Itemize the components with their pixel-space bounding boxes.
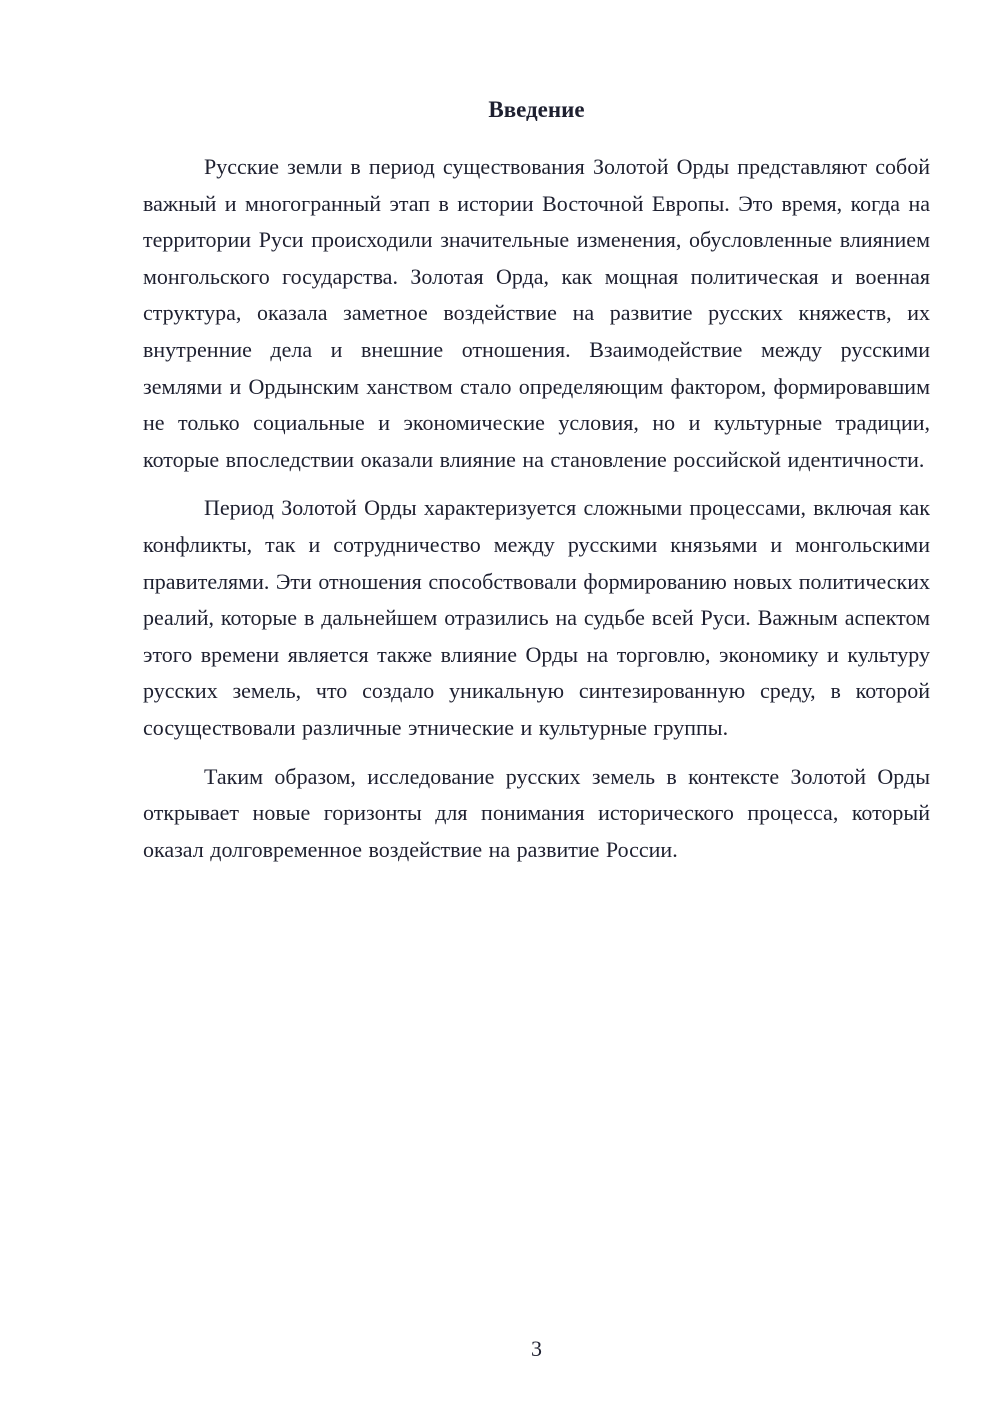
paragraph-2: Период Золотой Орды характеризуется сложными процессами, включая как конфликты, так и сотрудничество между русскими князьями и монгольскими правителями. Эти отношения способствовали формированию новых политических реалий, которые в дальнейшем отразились на судьбе всей Руси. Важным аспектом этого времени является также влияние Орды на торговлю, экономику и культуру русских земель, что создало уникальную синтезированную среду, в которой сосуществовали различные этнические и культурные группы. bbox=[143, 495, 930, 740]
paragraph-3: Таким образом, исследование русских земель в контексте Золотой Орды открывает новые горизонты для понимания исторического процесса, который оказал долговременное воздействие на развитие России. bbox=[143, 763, 930, 862]
paragraph-1: Русские земли в период существования Золотой Орды представляют собой важный и многогранный этап в истории Восточной Европы. Это время, когда на территории Руси происходили значительные изменения, обусловленные влиянием монгольского государства. Золотая Орда, как мощная политическая и военная структура, оказала заметное воздействие на развитие русских княжеств, их внутренние дела и внешние отношения. Взаимодействие между русскими землями и Ордынским ханством стало определяющим фактором, формировавшим не только социальные и экономические условия, но и культурные традиции, которые впоследствии оказали влияние на становление российской идентичности. bbox=[143, 154, 930, 472]
section-title: Введение bbox=[488, 97, 585, 122]
page-number: 3 bbox=[531, 1336, 542, 1361]
document-body bbox=[143, 96, 930, 880]
